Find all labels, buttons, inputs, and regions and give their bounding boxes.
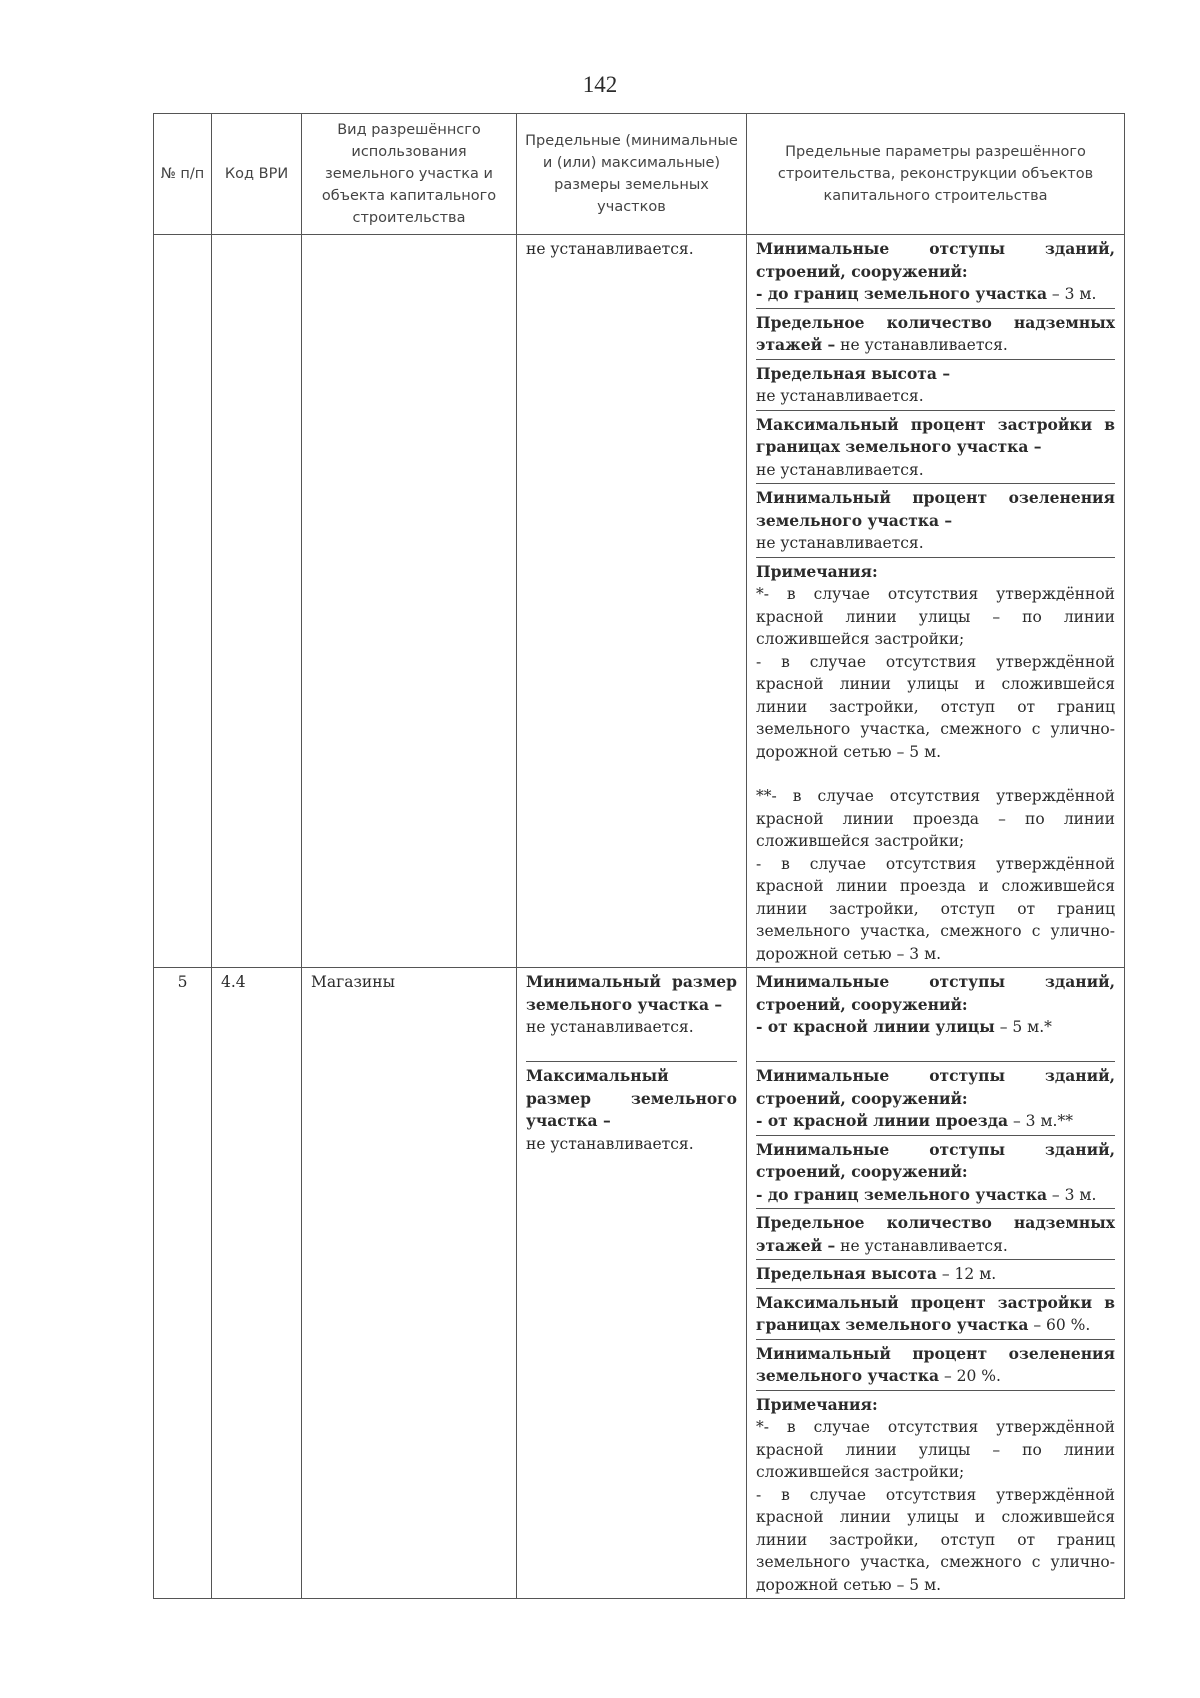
param-item: Минимальные отступы зданий, строений, сооружений: - от красной линии улицы – 5 м.* xyxy=(756,968,1115,1062)
param-item: Минимальные отступы зданий, строений, сооружений: - до границ земельного участка – 3 м. xyxy=(756,1135,1115,1209)
cell-use-type-empty xyxy=(302,235,517,968)
note-text: *- в случае отсутствия утверждённой красной линии улицы – по линии сложившейся застройки; xyxy=(756,1418,1115,1481)
param-item: Максимальный процент застройки в границах земельного участка – не устанавливается. xyxy=(756,410,1115,484)
param-item: Минимальный процент озеленения земельного участка – не устанавливается. xyxy=(756,484,1115,558)
header-num: № п/п xyxy=(154,114,212,235)
notes-title: Примечания: xyxy=(756,1394,878,1414)
page-number: 142 xyxy=(582,72,618,97)
param-item: Предельная высота – не устанавливается. xyxy=(756,359,1115,410)
notes-title: Примечания: xyxy=(756,561,878,581)
note-text: - в случае отсутствия утверждённой красной линии улицы и сложившейся линии застройки, отступ от границ земельного участка, смежного с улично-дорожной сетью – 5 м. xyxy=(756,652,1115,761)
table-row-5 xyxy=(154,968,1125,1599)
note-text: - в случае отсутствия утверждённой красной линии проезда и сложившейся линии застройки, отступ от границ земельного участка, смежного с улично-дорожной сетью – 3 м. xyxy=(756,854,1115,963)
plot-sizes-list xyxy=(526,968,737,1157)
note-text: *- в случае отсутствия утверждённой красной линии улицы – по линии сложившейся застройки; xyxy=(756,585,1115,648)
param-item: Минимальные отступы зданий, строений, сооружений: - до границ земельного участка – 3 м. xyxy=(756,235,1115,308)
cell-plot-sizes xyxy=(517,968,747,1599)
note-text: - в случае отсутствия утверждённой красной линии улицы и сложившейся линии застройки, отступ от границ земельного участка, смежного с улично-дорожной сетью – 5 м. xyxy=(756,1485,1115,1594)
plot-size-text: не устанавливается. xyxy=(526,240,694,258)
header-plot-sizes: Предельные (минимальные и (или) максимальные) размеры земельных участков xyxy=(517,114,747,235)
param-item: Минимальные отступы зданий, строений, сооружений: - от красной линии проезда – 3 м.** xyxy=(756,1062,1115,1136)
cell-use-type: Магазины xyxy=(302,968,517,1599)
cell-code: 4.4 xyxy=(212,968,302,1599)
cell-num: 5 xyxy=(154,968,212,1599)
param-item: Предельное количество надземных этажей – не устанавливается. xyxy=(756,308,1115,359)
cell-params xyxy=(747,235,1125,968)
note-spacer xyxy=(756,763,1115,785)
params-list xyxy=(756,235,1115,967)
regulations-table-container xyxy=(153,113,1124,1599)
header-row xyxy=(154,114,1125,235)
param-item: Минимальный процент озеленения земельного участка – 20 %. xyxy=(756,1339,1115,1390)
header-use-type: Вид разрешённсго использования земельного участка и объекта капитального строительства xyxy=(302,114,517,235)
param-item: Предельная высота – 12 м. xyxy=(756,1260,1115,1289)
regulations-table xyxy=(153,113,1125,1599)
header-params: Предельные параметры разрешённого строительства, реконструкции объектов капитального строительства xyxy=(747,114,1125,235)
params-list xyxy=(756,968,1115,1598)
max-plot-size: Максимальный размер земельного участка – не устанавливается. xyxy=(526,1066,737,1153)
cell-params xyxy=(747,968,1125,1599)
header-code: Код ВРИ xyxy=(212,114,302,235)
cell-num-empty xyxy=(154,235,212,968)
notes-block xyxy=(756,557,1115,967)
notes-block xyxy=(756,1390,1115,1598)
cell-plot-size xyxy=(517,235,747,968)
table-row-continued xyxy=(154,235,1125,968)
param-item: Предельное количество надземных этажей – не устанавливается. xyxy=(756,1209,1115,1260)
param-item: Максимальный процент застройки в границах земельного участка – 60 %. xyxy=(756,1288,1115,1339)
note-text: **- в случае отсутствия утверждённой красной линии проезда – по линии сложившейся застройки; xyxy=(756,787,1115,850)
cell-code-empty xyxy=(212,235,302,968)
min-plot-size: Минимальный размер земельного участка – не устанавливается. xyxy=(526,968,737,1062)
